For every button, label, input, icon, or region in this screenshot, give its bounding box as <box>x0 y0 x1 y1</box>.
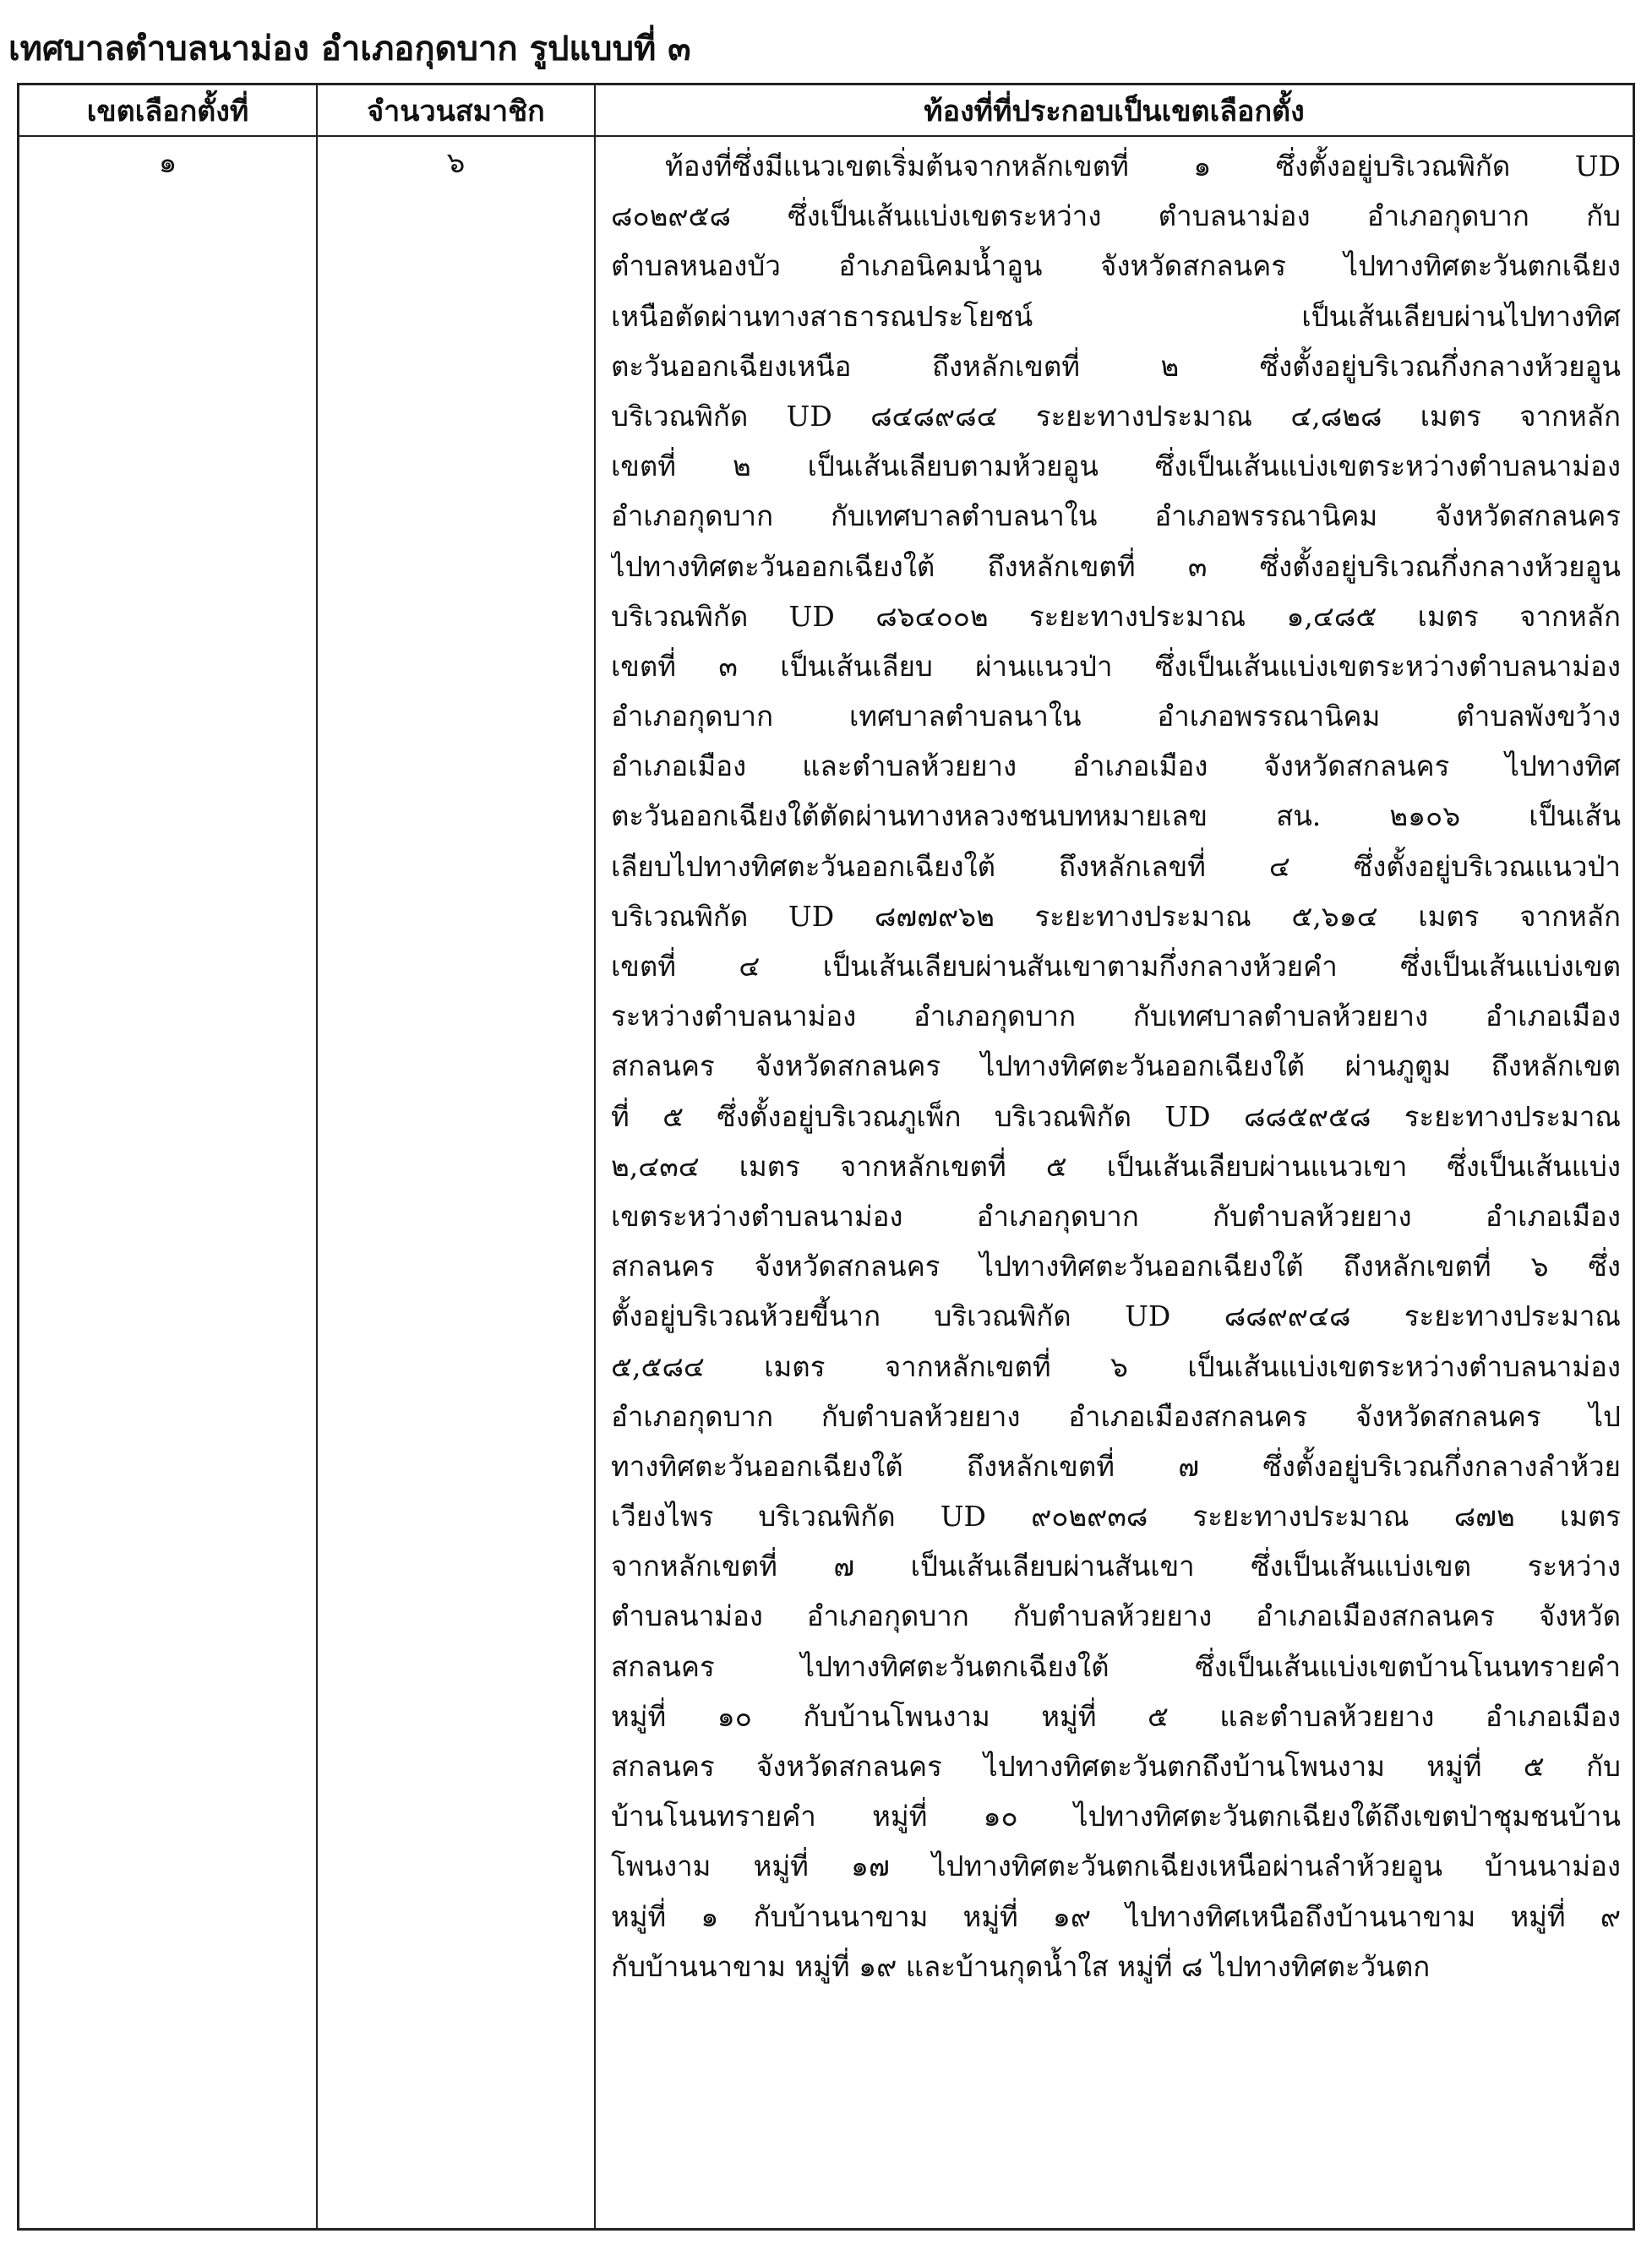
description-line: กับบ้านนาขาม หมู่ที่ ๑๙ และบ้านกุดน้ำใส หมู่ที่ ๘ ไปทางทิศตะวันตก <box>611 1949 1431 1983</box>
description-line: สกลนคร ไปทางทิศตะวันตกเฉียงใต้ ซึ่งเป็นเส้นแบ่งเขตบ้านโนนทรายคำ <box>611 1649 1621 1683</box>
page-heading: เทศบาลตำบลนาม่อง อำเภอกุดบาก รูปแบบที่ ๓ <box>8 30 691 68</box>
description-line: อำเภอเมือง และตำบลห้วยยาง อำเภอเมือง จังหวัดสกลนคร ไปทางทิศ <box>611 749 1621 783</box>
description-line: อำเภอกุดบาก กับตำบลห้วยยาง อำเภอเมืองสกลนคร จังหวัดสกลนคร ไป <box>611 1399 1621 1433</box>
header-area: ท้องที่ที่ประกอบเป็นเขตเลือกตั้ง <box>924 94 1305 128</box>
description-line: อำเภอกุดบาก กับเทศบาลตำบลนาใน อำเภอพรรณานิคม จังหวัดสกลนคร <box>611 499 1621 533</box>
description-line: บ้านโนนทรายคำ หมู่ที่ ๑๐ ไปทางทิศตะวันตกเฉียงใต้ถึงเขตป่าชุมชนบ้าน <box>611 1800 1621 1833</box>
description-line: ทางทิศตะวันออกเฉียงใต้ ถึงหลักเขตที่ ๗ ซึ่งตั้งอยู่บริเวณกึ่งกลางลำห้วย <box>611 1449 1621 1483</box>
description-line: ตำบลนาม่อง อำเภอกุดบาก กับตำบลห้วยยาง อำเภอเมืองสกลนคร จังหวัด <box>611 1599 1621 1633</box>
description-line: เลียบไปทางทิศตะวันออกเฉียงใต้ ถึงหลักเลขที่ ๔ ซึ่งตั้งอยู่บริเวณแนวป่า <box>611 849 1621 883</box>
districts-table <box>17 83 1635 2231</box>
description-line: ตะวันออกเฉียงเหนือ ถึงหลักเขตที่ ๒ ซึ่งตั้งอยู่บริเวณกึ่งกลางห้วยอูน <box>611 349 1621 383</box>
description-line: ๘๐๒๙๕๘ ซึ่งเป็นเส้นแบ่งเขตระหว่าง ตำบลนาม่อง อำเภอกุดบาก กับ <box>611 199 1621 233</box>
description-line: เขตที่ ๒ เป็นเส้นเลียบตามห้วยอูน ซึ่งเป็นเส้นแบ่งเขตระหว่างตำบลนาม่อง <box>611 449 1621 483</box>
description-line: เหนือตัดผ่านทางสาธารณประโยชน์ เป็นเส้นเลียบผ่านไปทางทิศ <box>611 299 1621 333</box>
description-line: เขตระหว่างตำบลนาม่อง อำเภอกุดบาก กับตำบลห้วยยาง อำเภอเมือง <box>611 1199 1621 1233</box>
description-line: อำเภอกุดบาก เทศบาลตำบลนาใน อำเภอพรรณานิคม ตำบลพังขว้าง <box>611 700 1621 733</box>
description-line: ตะวันออกเฉียงใต้ตัดผ่านทางหลวงชนบทหมายเลข สน. ๒๑๐๖ เป็นเส้น <box>611 799 1621 833</box>
description-line: จากหลักเขตที่ ๗ เป็นเส้นเลียบผ่านสันเขา ซึ่งเป็นเส้นแบ่งเขต ระหว่าง <box>611 1550 1621 1583</box>
description-line: สกลนคร จังหวัดสกลนคร ไปทางทิศตะวันออกเฉียงใต้ ถึงหลักเขตที่ ๖ ซึ่ง <box>611 1250 1621 1283</box>
description-line: ๕,๕๘๔ เมตร จากหลักเขตที่ ๖ เป็นเส้นแบ่งเขตระหว่างตำบลนาม่อง <box>611 1349 1621 1383</box>
column-divider <box>594 85 596 2228</box>
description-line: เขตที่ ๓ เป็นเส้นเลียบ ผ่านแนวป่า ซึ่งเป็นเส้นแบ่งเขตระหว่างตำบลนาม่อง <box>611 649 1621 683</box>
district-number: ๑ <box>158 146 177 180</box>
description-line: หมู่ที่ ๑๐ กับบ้านโพนงาม หมู่ที่ ๕ และตำบลห้วยยาง อำเภอเมือง <box>611 1699 1621 1733</box>
description-line: ตำบลหนองบัว อำเภอนิคมน้ำอูน จังหวัดสกลนคร ไปทางทิศตะวันตกเฉียง <box>611 249 1621 283</box>
description-line: ระหว่างตำบลนาม่อง อำเภอกุดบาก กับเทศบาลตำบลห้วยยาง อำเภอเมือง <box>611 1000 1621 1033</box>
header-divider <box>19 135 1633 137</box>
description-line: ๒,๔๓๔ เมตร จากหลักเขตที่ ๕ เป็นเส้นเลียบผ่านแนวเขา ซึ่งเป็นเส้นแบ่ง <box>611 1149 1621 1183</box>
description-line: บริเวณพิกัด UD ๘๖๔๐๐๒ ระยะทางประมาณ ๑,๔๘๕ เมตร จากหลัก <box>611 599 1621 633</box>
area-description <box>611 141 1621 1991</box>
header-district-no: เขตเลือกตั้งที่ <box>86 94 249 128</box>
member-count: ๖ <box>446 146 466 180</box>
description-line: เขตที่ ๔ เป็นเส้นเลียบผ่านสันเขาตามกึ่งกลางห้วยคำ ซึ่งเป็นเส้นแบ่งเขต <box>611 950 1621 983</box>
description-line: ตั้งอยู่บริเวณห้วยขี้นาก บริเวณพิกัด UD ๘๘๙๙๔๘ ระยะทางประมาณ <box>611 1299 1621 1333</box>
description-line: สกลนคร จังหวัดสกลนคร ไปทางทิศตะวันออกเฉียงใต้ ผ่านภูตูม ถึงหลักเขต <box>611 1049 1621 1083</box>
description-line: ที่ ๕ ซึ่งตั้งอยู่บริเวณภูเพ็ก บริเวณพิกัด UD ๘๘๕๙๕๘ ระยะทางประมาณ <box>611 1099 1621 1133</box>
description-line: ไปทางทิศตะวันออกเฉียงใต้ ถึงหลักเขตที่ ๓ ซึ่งตั้งอยู่บริเวณกึ่งกลางห้วยอูน <box>611 549 1621 583</box>
description-line: บริเวณพิกัด UD ๘๔๘๙๘๔ ระยะทางประมาณ ๔,๘๒๘ เมตร จากหลัก <box>611 399 1621 433</box>
description-line: เวียงไพร บริเวณพิกัด UD ๙๐๒๙๓๘ ระยะทางประมาณ ๘๗๒ เมตร <box>611 1500 1621 1534</box>
description-line: โพนงาม หมู่ที่ ๑๗ ไปทางทิศตะวันตกเฉียงเหนือผ่านลำห้วยอูน บ้านนาม่อง <box>611 1850 1621 1883</box>
description-line: สกลนคร จังหวัดสกลนคร ไปทางทิศตะวันตกถึงบ้านโพนงาม หมู่ที่ ๕ กับ <box>611 1750 1621 1783</box>
column-divider <box>316 85 318 2228</box>
description-line: หมู่ที่ ๑ กับบ้านนาขาม หมู่ที่ ๑๙ ไปทางทิศเหนือถึงบ้านนาขาม หมู่ที่ ๙ <box>611 1899 1621 1933</box>
description-line: บริเวณพิกัด UD ๘๗๗๙๖๒ ระยะทางประมาณ ๕,๖๑๔ เมตร จากหลัก <box>611 899 1621 933</box>
header-members: จำนวนสมาชิก <box>367 94 545 128</box>
description-line: ท้องที่ซึ่งมีแนวเขตเริ่มต้นจากหลักเขตที่ ๑ ซึ่งตั้งอยู่บริเวณพิกัด UD <box>665 150 1621 183</box>
